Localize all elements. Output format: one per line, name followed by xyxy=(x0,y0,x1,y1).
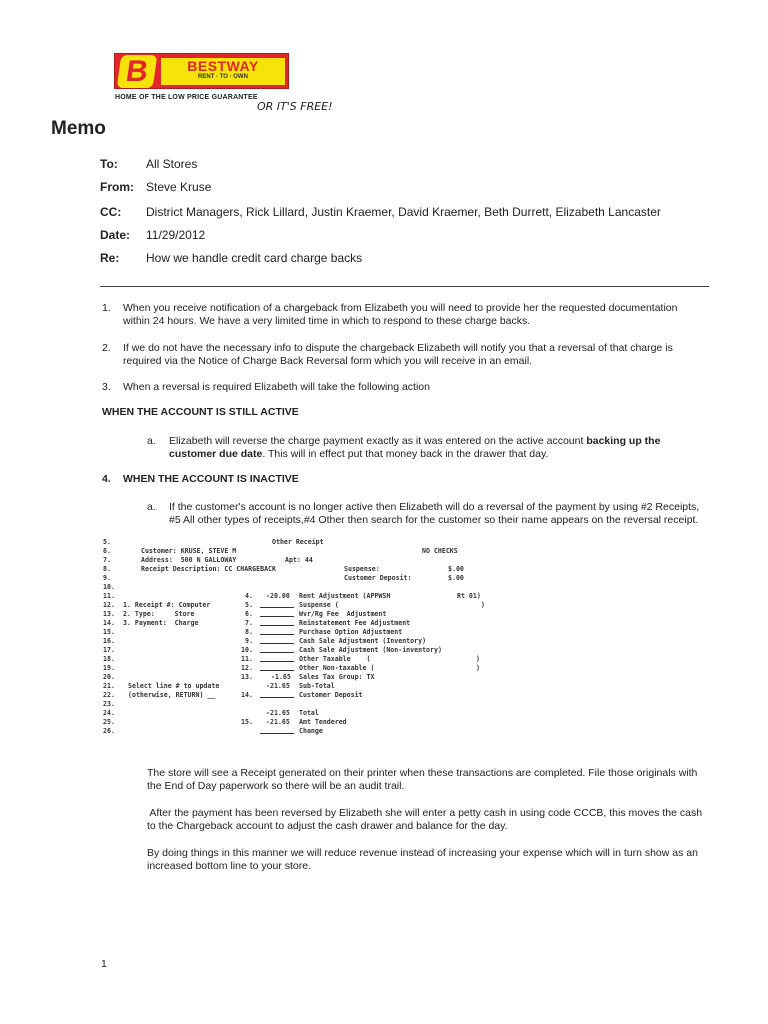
receipt-option-number: 6. xyxy=(245,610,253,618)
receipt-option-number: 11. xyxy=(241,655,253,663)
item-number: 4. xyxy=(102,473,111,485)
date-value: 11/29/2012 xyxy=(146,228,206,242)
receipt-option-close: ) xyxy=(481,601,485,609)
header-divider xyxy=(100,286,709,287)
receipt-line-number: 11. xyxy=(103,592,115,600)
date-label: Date: xyxy=(100,228,131,242)
from-value: Steve Kruse xyxy=(146,180,212,194)
from-label: From: xyxy=(100,180,134,194)
item-letter: a. xyxy=(147,501,156,513)
receipt-line-number: 26. xyxy=(103,727,115,735)
receipt-select-line: Select line # to update xyxy=(128,682,220,690)
closing-line: the End of Day paperwork so there will be an audit trail. xyxy=(147,780,405,792)
receipt-line-number: 23. xyxy=(103,700,115,708)
receipt-rent-adj-amount: -20.00 xyxy=(266,592,290,600)
receipt-line-number: 15. xyxy=(103,628,115,636)
receipt-blank xyxy=(260,637,294,647)
receipt-blank xyxy=(260,610,294,620)
receipt-option-close: ) xyxy=(476,664,480,672)
active-line1-text: Elizabeth will reverse the charge payment exactly as it was entered on the active account xyxy=(169,435,587,447)
receipt-option-number: 14. xyxy=(241,691,253,699)
active-heading: WHEN THE ACCOUNT IS STILL ACTIVE xyxy=(102,406,299,418)
receipt-line-number: 8. xyxy=(103,565,111,573)
closing-line: increased bottom line to your store. xyxy=(147,860,312,872)
receipt-subtotal-amount: -21.65 xyxy=(266,682,290,690)
receipt-line-number: 16. xyxy=(103,637,115,645)
inactive-heading: WHEN THE ACCOUNT IS INACTIVE xyxy=(123,473,299,485)
receipt-blank xyxy=(260,646,294,656)
receipt-change-label: Change xyxy=(299,727,323,735)
receipt-left-field: 1. Receipt #: Computer xyxy=(123,601,211,609)
receipt-option-number: 7. xyxy=(245,619,253,627)
receipt-cust-dep-label: Customer Deposit xyxy=(299,691,363,699)
receipt-deposit-label: Customer Deposit: xyxy=(344,574,412,582)
logo-panel xyxy=(161,58,285,85)
receipt-blank xyxy=(260,655,294,665)
to-value: All Stores xyxy=(146,157,198,171)
item-number: 1. xyxy=(102,302,111,314)
receipt-description: Receipt Description: CC CHARGEBACK xyxy=(141,565,276,573)
receipt-option-number: 15. xyxy=(241,718,253,726)
closing-line: By doing things in this manner we will reduce revenue instead of increasing your expense which will in turn show as an xyxy=(147,847,698,859)
memo-title: Memo xyxy=(51,118,106,139)
receipt-line-number: 12. xyxy=(103,601,115,609)
item-line: #5 All other types of receipts,#4 Other then search for the customer so their name appears on the reversal receipt. xyxy=(169,514,699,526)
item-number: 3. xyxy=(102,381,111,393)
receipt-option-number: 4. xyxy=(245,592,253,600)
receipt-option-number: 13. xyxy=(241,673,253,681)
receipt-blank xyxy=(260,664,294,674)
item-number: 2. xyxy=(102,342,111,354)
cc-label: CC: xyxy=(100,205,122,219)
receipt-blank xyxy=(260,601,294,611)
item-line: required via the Notice of Charge Back Reversal form which you will receive in an email. xyxy=(123,355,533,367)
receipt-line-number: 19. xyxy=(103,664,115,672)
receipt-tendered-label: Amt Tendered xyxy=(299,718,347,726)
receipt-tax-label: Sales Tax Group: TX xyxy=(299,673,375,681)
receipt-address: Address: 500 N GALLOWAY xyxy=(141,556,237,564)
receipt-blank xyxy=(260,619,294,629)
active-line1-bold: backing up the xyxy=(586,435,661,447)
receipt-suspense-label: Suspense: xyxy=(344,565,380,573)
receipt-left-field: 2. Type: Store xyxy=(123,610,195,618)
receipt-line-number: 9. xyxy=(103,574,111,582)
receipt-line-number: 14. xyxy=(103,619,115,627)
receipt-option-number: 8. xyxy=(245,628,253,636)
receipt-option-label: Cash Sale Adjustment (Non-inventory) xyxy=(299,646,442,654)
receipt-tendered-amount: -21.65 xyxy=(266,718,290,726)
receipt-option-number: 12. xyxy=(241,664,253,672)
item-line: When you receive notification of a chargeback from Elizabeth you will need to provide her the requested documentation xyxy=(123,302,678,314)
item-line: within 24 hours. We have a very limited time in which to respond to these charge backs. xyxy=(123,315,531,327)
item-letter: a. xyxy=(147,435,156,447)
logo-subtitle: RENT · TO · OWN xyxy=(198,74,248,80)
receipt-blank xyxy=(260,691,294,701)
page-number: 1 xyxy=(101,958,107,970)
receipt-title: Other Receipt xyxy=(272,538,324,546)
receipt-rent-adj-rt: Rt 01) xyxy=(457,592,481,600)
to-label: To: xyxy=(100,157,118,171)
receipt-option-label: Wvr/Rg Fee Adjustment xyxy=(299,610,387,618)
re-value: How we handle credit card charge backs xyxy=(146,251,363,265)
re-label: Re: xyxy=(100,251,120,265)
receipt-option-label: Other Non-taxable ( xyxy=(299,664,375,672)
receipt-tax-amount: -1.65 xyxy=(271,673,291,681)
receipt-total-amount: -21.65 xyxy=(266,709,290,717)
receipt-line-number: 20. xyxy=(103,673,115,681)
receipt-line-number: 17. xyxy=(103,646,115,654)
receipt-line-number: 5. xyxy=(103,538,111,546)
receipt-option-close: ) xyxy=(476,655,480,663)
receipt-line-number: 7. xyxy=(103,556,111,564)
receipt-line-number: 24. xyxy=(103,709,115,717)
company-logo xyxy=(114,53,289,89)
receipt-line-number: 25. xyxy=(103,718,115,726)
closing-line: to the Chargeback account to adjust the cash drawer and balance for the day. xyxy=(147,820,508,832)
receipt-apt: Apt: 44 xyxy=(285,556,313,564)
logo-script-text: OR IT'S FREE! xyxy=(257,100,333,113)
receipt-option-number: 5. xyxy=(245,601,253,609)
receipt-line-number: 21. xyxy=(103,682,115,690)
receipt-line-number: 22. xyxy=(103,691,115,699)
logo-tagline: HOME OF THE LOW PRICE GUARANTEE xyxy=(115,94,258,101)
receipt-customer: Customer: KRUSE, STEVE M xyxy=(141,547,237,555)
closing-paragraph-2 xyxy=(147,807,712,833)
item-line: If the customer's account is no longer active then Elizabeth will do a reversal of the payment by using #2 Receipts, xyxy=(169,501,700,513)
receipt-otherwise: (otherwise, RETURN) __ xyxy=(128,691,216,699)
receipt-total-label: Total xyxy=(299,709,319,717)
receipt-option-label: Purchase Option Adjustment xyxy=(299,628,403,636)
active-line2-text: . This will in effect put that money back in the drawer that day. xyxy=(262,448,549,460)
receipt-line-number: 13. xyxy=(103,610,115,618)
item-line: When a reversal is required Elizabeth will take the following action xyxy=(123,381,430,393)
receipt-option-number: 10. xyxy=(241,646,253,654)
receipt-subtotal-label: Sub-Total xyxy=(299,682,335,690)
receipt-left-field: 3. Payment: Charge xyxy=(123,619,199,627)
active-line2-bold: customer due date xyxy=(169,448,263,460)
receipt-option-label: Suspense ( xyxy=(299,601,339,609)
receipt-suspense-value: $.00 xyxy=(448,565,464,573)
receipt-option-number: 9. xyxy=(245,637,253,645)
receipt-blank xyxy=(260,727,294,737)
receipt-line-number: 6. xyxy=(103,547,111,555)
receipt-blank xyxy=(260,628,294,638)
closing-paragraph-3 xyxy=(147,847,712,873)
receipt-option-label: Other Taxable ( xyxy=(299,655,371,663)
logo-letter: B xyxy=(117,55,158,88)
logo-name: BESTWAY xyxy=(187,58,259,74)
receipt-deposit-value: $.00 xyxy=(448,574,464,582)
item-line: If we do not have the necessary info to dispute the chargeback Elizabeth will notify you that a reversal of that charge is xyxy=(123,342,673,354)
receipt-line-number: 18. xyxy=(103,655,115,663)
receipt-option-label: Reinstatement Fee Adjustment xyxy=(299,619,411,627)
closing-paragraph-1 xyxy=(147,767,712,793)
closing-line: The store will see a Receipt generated on their printer when these transactions are completed. File those originals with xyxy=(147,767,698,779)
receipt-no-checks: NO CHECKS xyxy=(422,547,458,555)
closing-line: After the payment has been reversed by Elizabeth she will enter a petty cash in using code CCCB, this moves the cash xyxy=(147,807,703,819)
receipt-rent-adj-label: Rent Adjustment (APPWSH xyxy=(299,592,391,600)
receipt-option-label: Cash Sale Adjustment (Inventory) xyxy=(299,637,427,645)
receipt-line-number: 10. xyxy=(103,583,115,591)
cc-value: District Managers, Rick Lillard, Justin Kraemer, David Kraemer, Beth Durrett, Elizabeth Lancaster xyxy=(146,205,661,219)
